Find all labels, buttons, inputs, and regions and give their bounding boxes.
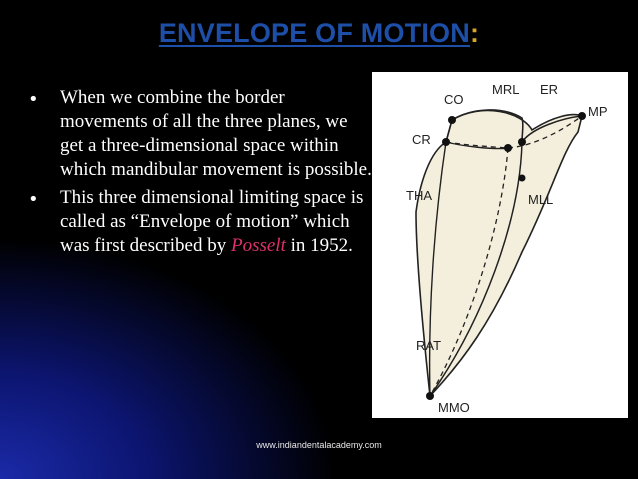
label-rat: RAT	[416, 338, 442, 353]
label-co: CO	[444, 92, 464, 107]
envelope-shape	[416, 111, 582, 396]
envelope-diagram	[372, 72, 628, 418]
bullet-list	[28, 86, 373, 262]
bullet-icon: •	[28, 189, 39, 210]
footer-url: www.indiandentalacademy.com	[256, 440, 382, 450]
label-mll: MLL	[528, 192, 554, 207]
point-mmo	[426, 392, 434, 400]
bullet-icon: •	[28, 89, 39, 110]
label-tha: THA	[406, 188, 432, 203]
bullet-item	[28, 186, 373, 258]
label-mrl: MRL	[492, 82, 520, 97]
title-colon: :	[469, 18, 480, 48]
point-er	[518, 138, 526, 146]
label-mmo: MMO	[438, 400, 470, 415]
bullet-text-start: This three dimensional limiting space is called as “Envelope of motion” which was first described by	[60, 187, 364, 256]
label-mp: MP	[588, 104, 608, 119]
point-mp	[578, 112, 586, 120]
bullet-text-end: in 1952.	[285, 235, 353, 256]
point-co	[448, 116, 456, 124]
slide-title	[0, 18, 638, 49]
label-er: ER	[540, 82, 559, 97]
point-cr	[442, 138, 450, 146]
author-name: Posselt	[230, 235, 286, 256]
bullet-text: When we combine the border movements of all the three planes, we get a three-dimensional space within which mandibular movement is possible.	[60, 87, 372, 180]
title-text: ENVELOPE OF MOTION	[158, 18, 470, 48]
point-mrl	[504, 144, 512, 152]
label-cr: CR	[412, 132, 431, 147]
point-mll	[519, 175, 526, 182]
bullet-item	[28, 86, 373, 182]
envelope-of-motion-figure	[372, 72, 628, 418]
